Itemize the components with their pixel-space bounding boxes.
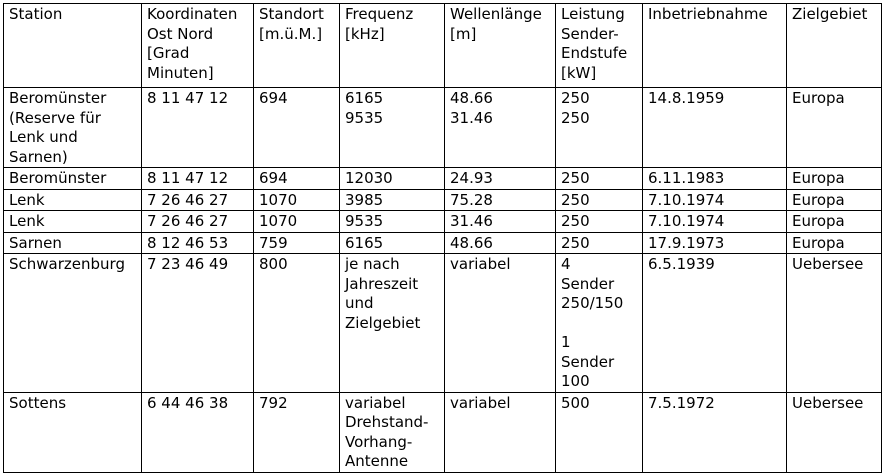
shortwave-stations-table [3,3,882,473]
header-commissioning: Inbetriebnahme [643,4,787,88]
cell-frequency: 6165 [340,232,445,254]
table-row [4,88,882,168]
cell-altitude: 1070 [254,189,340,211]
cell-commissioning: 14.8.1959 [643,88,787,168]
cell-wavelength: 75.28 [445,189,556,211]
cell-altitude: 800 [254,254,340,393]
cell-coordinates: 6 44 46 38 [142,392,254,472]
cell-frequency: 6165 9535 [340,88,445,168]
cell-target-area: Europa [787,168,882,190]
cell-commissioning: 6.11.1983 [643,168,787,190]
header-station: Station [4,4,142,88]
cell-altitude: 1070 [254,211,340,233]
table-row [4,189,882,211]
cell-wavelength: 48.66 [445,232,556,254]
cell-altitude: 759 [254,232,340,254]
cell-wavelength: 24.93 [445,168,556,190]
table-header-row [4,4,882,88]
cell-frequency: je nach Jahreszeit und Zielgebiet [340,254,445,393]
cell-target-area: Europa [787,232,882,254]
cell-power: 250 [556,168,643,190]
cell-station: Schwarzenburg [4,254,142,393]
cell-commissioning: 17.9.1973 [643,232,787,254]
cell-power: 250 [556,232,643,254]
header-altitude: Standort [m.ü.M.] [254,4,340,88]
cell-power: 500 [556,392,643,472]
header-wavelength: Wellenlänge [m] [445,4,556,88]
cell-station: Beromünster [4,168,142,190]
table-row [4,254,882,393]
cell-power: 4 Sender 250/150 1 Sender 100 [556,254,643,393]
header-target-area: Zielgebiet [787,4,882,88]
cell-wavelength: 31.46 [445,211,556,233]
cell-target-area: Europa [787,88,882,168]
cell-frequency: 3985 [340,189,445,211]
cell-wavelength: variabel [445,254,556,393]
document-page [3,3,882,473]
cell-station: Lenk [4,211,142,233]
table-row [4,211,882,233]
cell-target-area: Europa [787,189,882,211]
cell-power: 250 250 [556,88,643,168]
cell-wavelength: 48.66 31.46 [445,88,556,168]
cell-frequency: 12030 [340,168,445,190]
cell-station: Sottens [4,392,142,472]
cell-altitude: 694 [254,168,340,190]
cell-altitude: 792 [254,392,340,472]
cell-commissioning: 6.5.1939 [643,254,787,393]
cell-station: Beromünster (Reserve für Lenk und Sarnen) [4,88,142,168]
cell-commissioning: 7.10.1974 [643,211,787,233]
cell-commissioning: 7.5.1972 [643,392,787,472]
cell-coordinates: 8 11 47 12 [142,88,254,168]
cell-target-area: Europa [787,211,882,233]
cell-coordinates: 7 26 46 27 [142,211,254,233]
cell-commissioning: 7.10.1974 [643,189,787,211]
cell-frequency: 9535 [340,211,445,233]
cell-altitude: 694 [254,88,340,168]
cell-coordinates: 8 11 47 12 [142,168,254,190]
header-frequency: Frequenz [kHz] [340,4,445,88]
header-power: Leistung Sender- Endstufe [kW] [556,4,643,88]
cell-frequency: variabel Drehstand- Vorhang- Antenne [340,392,445,472]
cell-station: Sarnen [4,232,142,254]
cell-target-area: Uebersee [787,254,882,393]
cell-coordinates: 7 26 46 27 [142,189,254,211]
table-row [4,392,882,472]
cell-coordinates: 7 23 46 49 [142,254,254,393]
cell-coordinates: 8 12 46 53 [142,232,254,254]
cell-power: 250 [556,189,643,211]
cell-power: 250 [556,211,643,233]
cell-wavelength: variabel [445,392,556,472]
cell-target-area: Uebersee [787,392,882,472]
table-row [4,168,882,190]
cell-station: Lenk [4,189,142,211]
table-row [4,232,882,254]
header-coordinates: Koordinaten Ost Nord [Grad Minuten] [142,4,254,88]
